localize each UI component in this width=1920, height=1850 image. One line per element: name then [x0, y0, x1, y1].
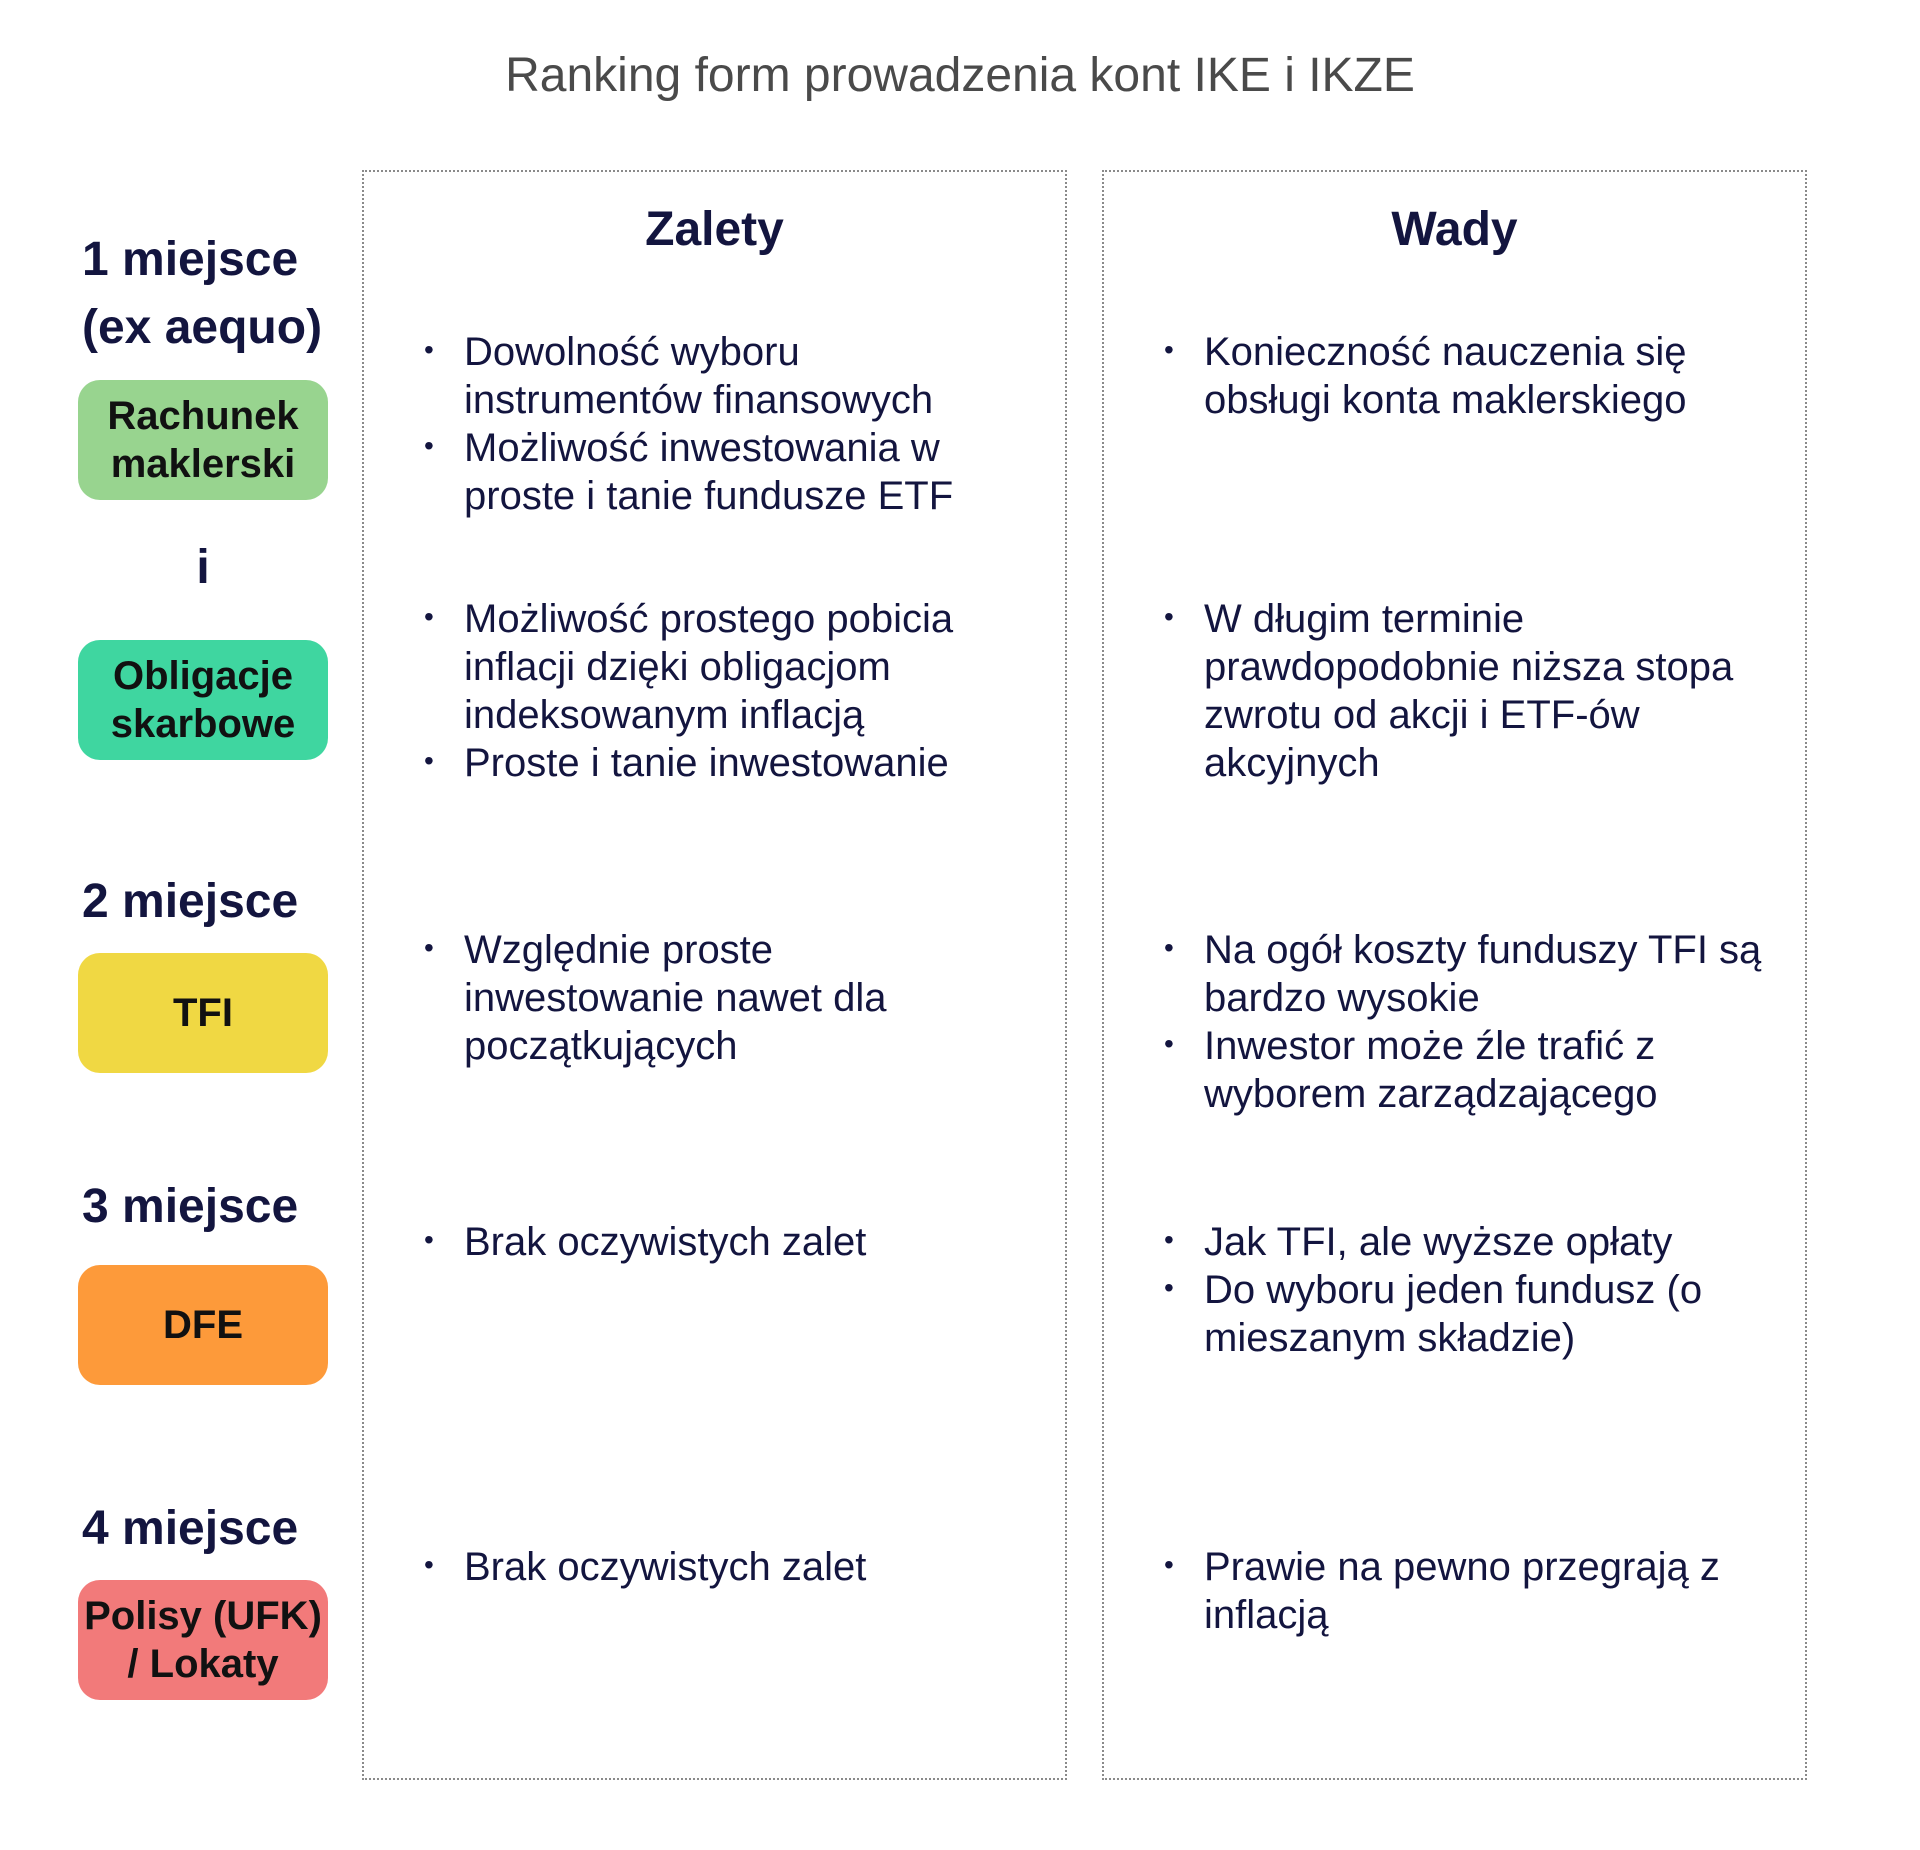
list-item: • Możliwość prostego pobicia inflacji dzięki obligacjom indeksowanym inflacją — [424, 595, 1024, 739]
pros-panel — [362, 170, 1067, 1780]
badge-line: Rachunek — [107, 394, 299, 438]
badge-polisy-lokaty — [78, 1580, 328, 1700]
badge-text: TFI — [173, 991, 233, 1035]
pros-group-2 — [424, 595, 1024, 787]
list-item: • Jak TFI, ale wyższe opłaty — [1164, 1218, 1764, 1266]
cons-group-4 — [1164, 1218, 1764, 1362]
rank-4-label: 4 miejsce — [82, 1502, 299, 1555]
page-title: Ranking form prowadzenia kont IKE i IKZE — [505, 49, 1415, 102]
rank-3-label: 3 miejsce — [82, 1180, 299, 1233]
list-item: • Dowolność wyboru instrumentów finansowych — [424, 328, 1024, 424]
cons-group-1 — [1164, 328, 1764, 424]
badge-dfe — [78, 1265, 328, 1385]
list-item: • Do wyboru jeden fundusz (o mieszanym składzie) — [1164, 1266, 1764, 1362]
rank-1-connector: i — [196, 541, 210, 594]
badge-line: maklerski — [110, 442, 296, 486]
badge-tfi — [78, 953, 328, 1073]
list-item: • Konieczność nauczenia się obsługi konta maklerskiego — [1164, 328, 1764, 424]
list-item: • Na ogół koszty funduszy TFI są bardzo wysokie — [1164, 926, 1764, 1022]
badge-line: / Lokaty — [127, 1642, 279, 1686]
badge-line: Polisy (UFK) — [84, 1594, 322, 1638]
badge-line: Obligacje — [112, 654, 294, 698]
badge-text: DFE — [163, 1303, 243, 1347]
list-item: • Brak oczywistych zalet — [424, 1218, 1024, 1266]
list-item: • Względnie proste inwestowanie nawet dla początkujących — [424, 926, 1024, 1070]
list-item: • W długim terminie prawdopodobnie niższa stopa zwrotu od akcji i ETF-ów akcyjnych — [1164, 595, 1764, 787]
rank-2-label: 2 miejsce — [82, 875, 299, 928]
cons-group-5 — [1164, 1543, 1764, 1639]
pros-group-4 — [424, 1218, 1024, 1266]
list-item: • Brak oczywistych zalet — [424, 1543, 1024, 1591]
list-item: • Możliwość inwestowania w proste i tanie fundusze ETF — [424, 424, 1024, 520]
pros-group-5 — [424, 1543, 1024, 1591]
badge-line: skarbowe — [110, 702, 296, 746]
rank-1-note: (ex aequo) — [82, 301, 323, 354]
list-item: • Proste i tanie inwestowanie — [424, 739, 1024, 787]
cons-group-3 — [1164, 926, 1764, 1118]
list-item: • Inwestor może źle trafić z wyborem zarządzającego — [1164, 1022, 1764, 1118]
cons-group-2 — [1164, 595, 1764, 787]
cons-panel — [1102, 170, 1807, 1780]
rank-1-label: 1 miejsce — [82, 233, 299, 286]
cons-heading: Wady — [1391, 203, 1518, 256]
list-item: • Prawie na pewno przegrają z inflacją — [1164, 1543, 1764, 1639]
pros-group-1 — [424, 328, 1024, 520]
badge-rachunek-maklerski — [78, 380, 328, 500]
pros-group-3 — [424, 926, 1024, 1070]
pros-heading: Zalety — [645, 203, 784, 256]
badge-obligacje-skarbowe — [78, 640, 328, 760]
